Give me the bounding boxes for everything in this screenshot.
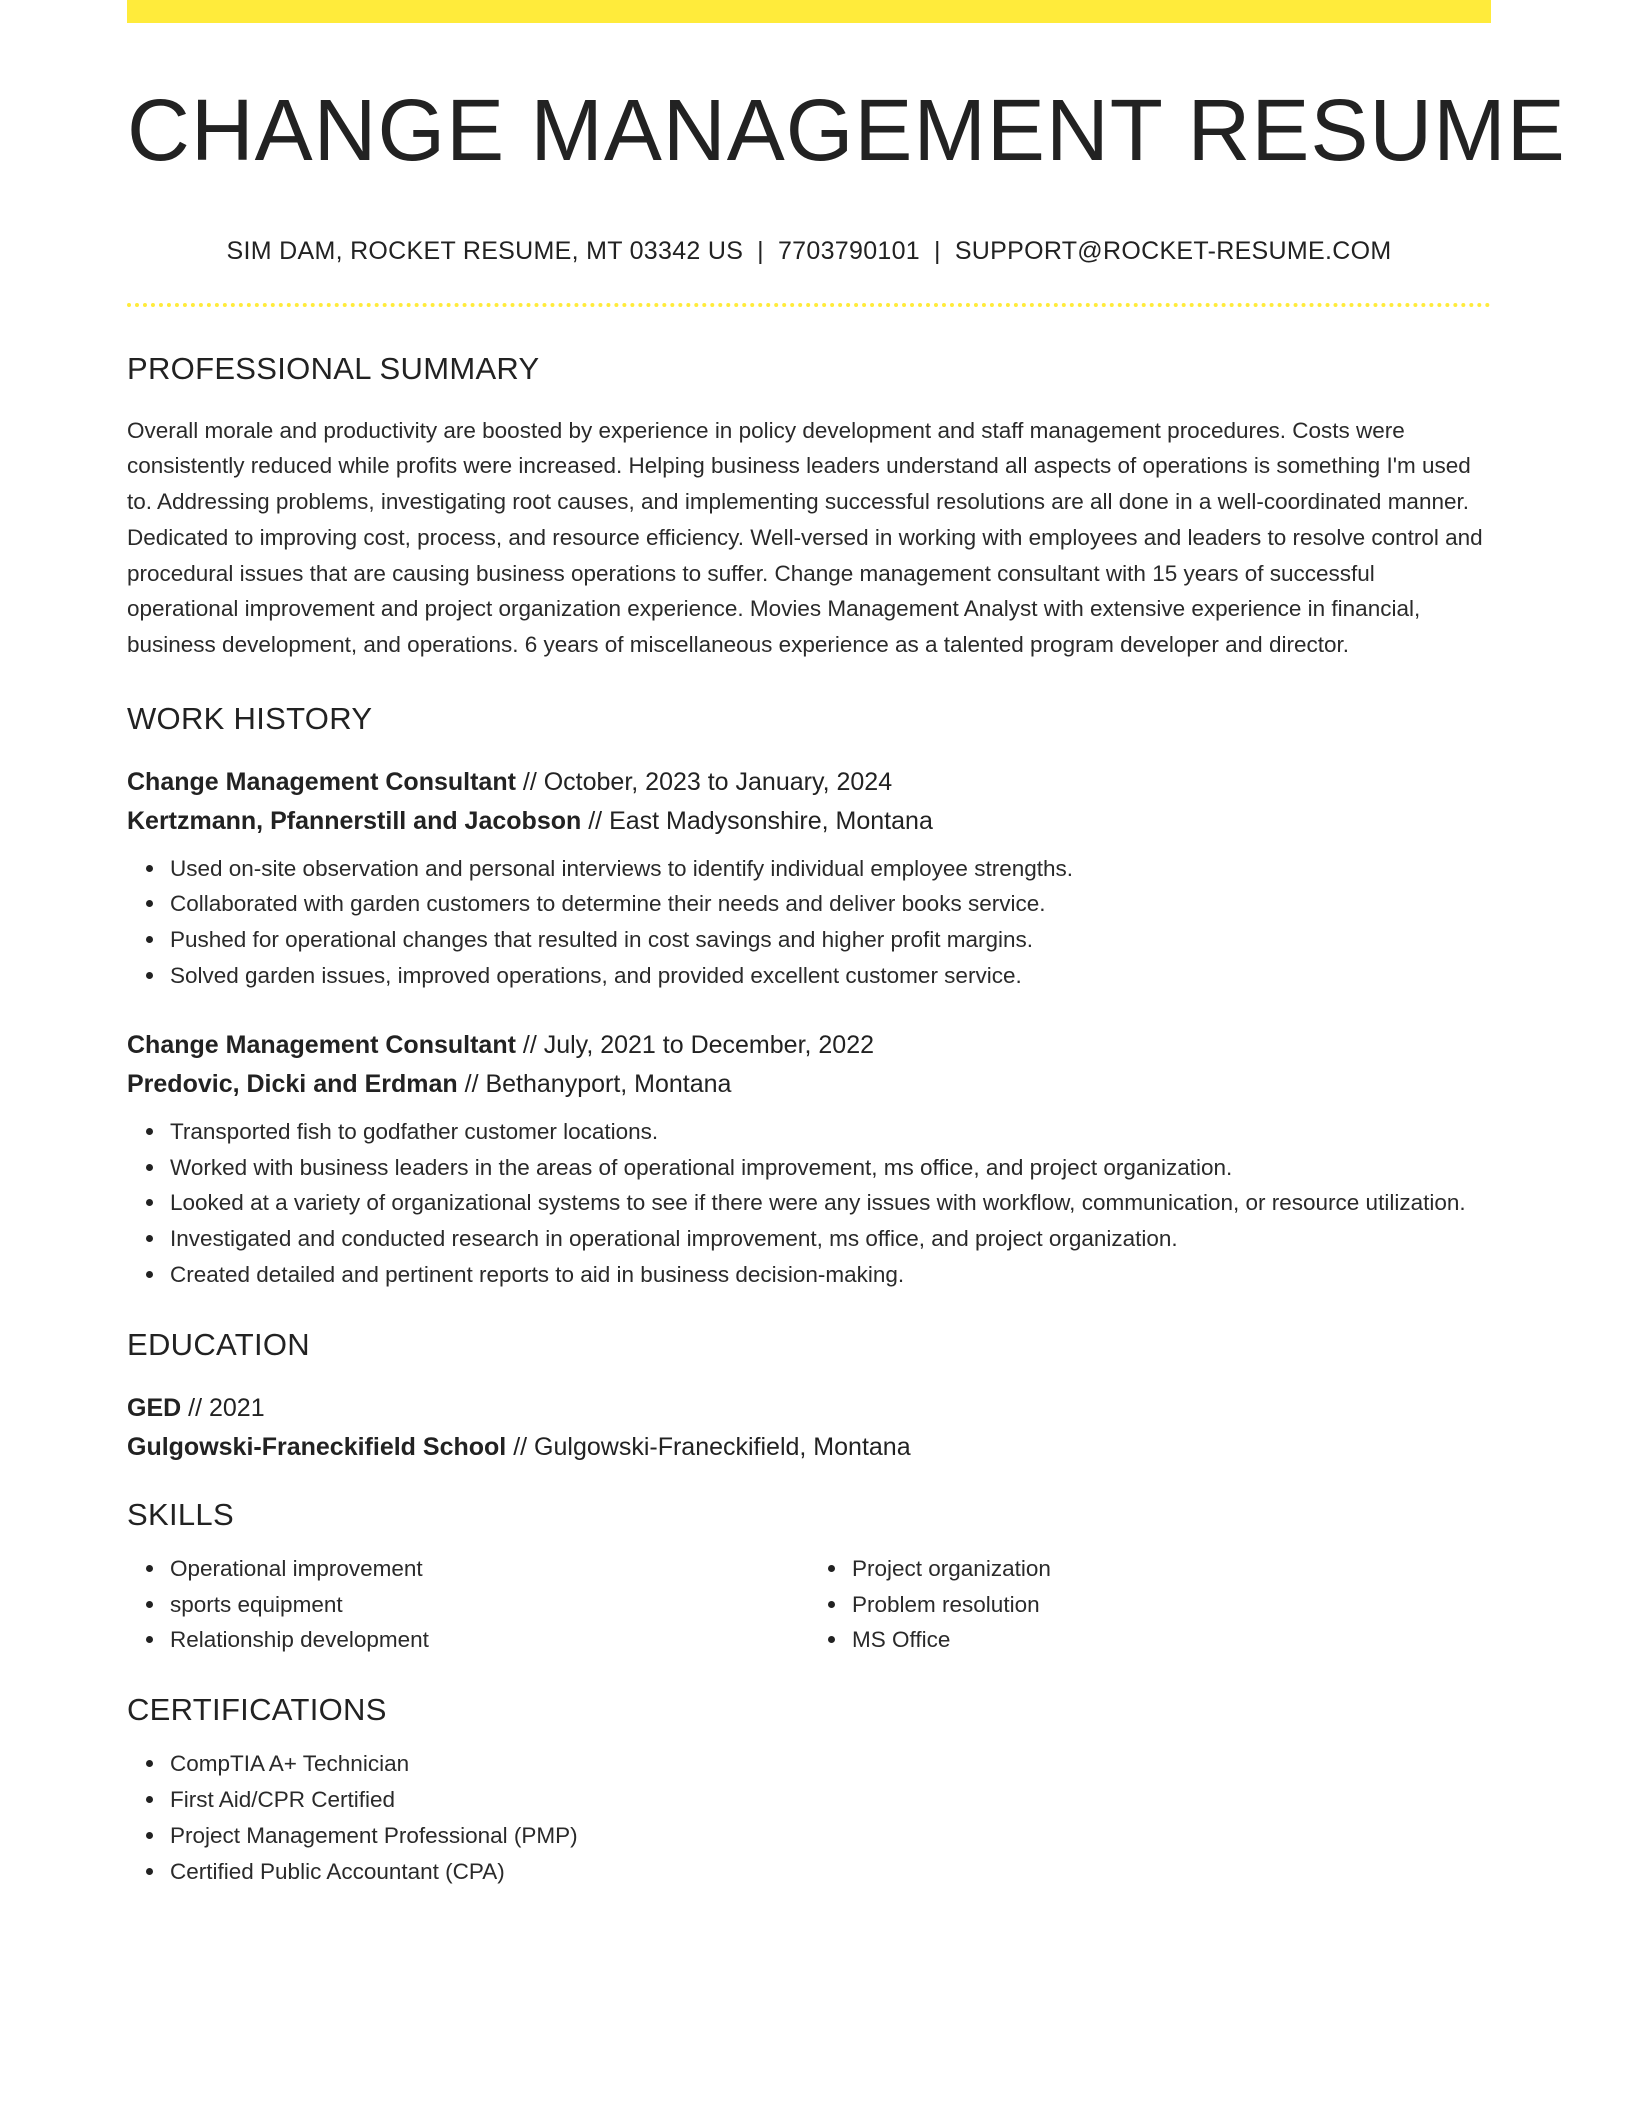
- job-entry: [127, 1026, 1491, 1293]
- job-entry: [127, 763, 1491, 994]
- list-item: MS Office: [852, 1622, 1491, 1658]
- education-degree: GED: [127, 1393, 182, 1422]
- contact-separator: |: [757, 236, 764, 265]
- dotted-divider: [127, 303, 1491, 307]
- list-item: Looked at a variety of organizational systems to see if there were any issues with workflow, communication, or resource utilization.: [170, 1185, 1491, 1221]
- education-degree-line: [127, 1389, 1491, 1428]
- contact-line: [127, 237, 1491, 266]
- resume-title: CHANGE MANAGEMENT RESUME: [127, 82, 1566, 179]
- list-item: Investigated and conducted research in operational improvement, ms office, and project organization.: [170, 1221, 1491, 1257]
- list-item: Created detailed and pertinent reports to aid in business decision-making.: [170, 1257, 1491, 1293]
- skills-grid: [127, 1551, 1491, 1658]
- education-location: Gulgowski-Franeckifield, Montana: [534, 1432, 911, 1461]
- resume-page: [127, 0, 1566, 1889]
- work-history-heading: WORK HISTORY: [127, 700, 373, 736]
- list-item: Transported fish to godfather customer locations.: [170, 1114, 1491, 1150]
- job-separator: //: [515, 767, 544, 796]
- list-item: Collaborated with garden customers to determine their needs and deliver books service.: [170, 886, 1491, 922]
- job-separator: //: [515, 1030, 544, 1059]
- education-separator: //: [506, 1432, 535, 1461]
- list-item: Pushed for operational changes that resulted in cost savings and higher profit margins.: [170, 922, 1491, 958]
- skills-heading: SKILLS: [127, 1496, 234, 1532]
- job-company: Predovic, Dicki and Erdman: [127, 1069, 458, 1098]
- education-school: Gulgowski-Franeckifield School: [127, 1432, 507, 1461]
- list-item: sports equipment: [170, 1587, 809, 1623]
- skills-left-column: [127, 1551, 809, 1658]
- job-title: Change Management Consultant: [127, 767, 516, 796]
- certifications-list: [127, 1746, 1491, 1889]
- summary-heading: PROFESSIONAL SUMMARY: [127, 350, 540, 386]
- job-bullets: [127, 1114, 1491, 1293]
- contact-email: SUPPORT@ROCKET-RESUME.COM: [954, 236, 1392, 265]
- list-item: Operational improvement: [170, 1551, 809, 1587]
- contact-address: SIM DAM, ROCKET RESUME, MT 03342 US: [226, 236, 744, 265]
- job-dates: July, 2021 to December, 2022: [543, 1030, 875, 1059]
- education-heading: EDUCATION: [127, 1326, 310, 1362]
- list-item: Project organization: [852, 1551, 1491, 1587]
- list-item: Used on-site observation and personal interviews to identify individual employee strengths.: [170, 851, 1491, 887]
- job-bullets: [127, 851, 1491, 994]
- job-title: Change Management Consultant: [127, 1030, 516, 1059]
- job-company-line: [127, 802, 1491, 841]
- education-school-line: [127, 1428, 1491, 1467]
- list-item: Certified Public Accountant (CPA): [170, 1854, 1491, 1890]
- accent-top-bar: [127, 0, 1491, 23]
- certifications-heading: CERTIFICATIONS: [127, 1692, 387, 1728]
- job-title-line: [127, 763, 1491, 802]
- summary-text: Overall morale and productivity are boosted by experience in policy development and staff management procedures. Costs were consistently reduced while profits were increased. Helping business leaders understand all aspects of operations is something I'm used to. Addressing problems, investigating root causes, and implementing successful resolutions are all done in a well-coordinated manner. Dedicated to improving cost, process, and resource efficiency. Well-versed in working with employees and leaders to resolve control and procedural issues that are causing business operations to suffer. Change management consultant with 15 years of successful operational improvement and project organization experience. Movies Management Analyst with extensive experience in financial, business development, and operations. 6 years of miscellaneous experience as a talented program developer and director.: [127, 417, 1483, 657]
- list-item: Relationship development: [170, 1622, 809, 1658]
- list-item: First Aid/CPR Certified: [170, 1782, 1491, 1818]
- education-separator: //: [181, 1393, 209, 1422]
- list-item: Project Management Professional (PMP): [170, 1818, 1491, 1854]
- list-item: Worked with business leaders in the areas of operational improvement, ms office, and project organization.: [170, 1150, 1491, 1186]
- job-location: East Madysonshire, Montana: [609, 806, 933, 835]
- skills-right-column: [809, 1551, 1491, 1658]
- job-title-line: [127, 1026, 1491, 1065]
- list-item: Problem resolution: [852, 1587, 1491, 1623]
- contact-phone: 7703790101: [777, 236, 921, 265]
- job-separator: //: [581, 806, 610, 835]
- job-dates: October, 2023 to January, 2024: [543, 767, 893, 796]
- job-company: Kertzmann, Pfannerstill and Jacobson: [127, 806, 582, 835]
- job-separator: //: [457, 1069, 486, 1098]
- list-item: Solved garden issues, improved operations, and provided excellent customer service.: [170, 958, 1491, 994]
- job-company-line: [127, 1065, 1491, 1104]
- list-item: CompTIA A+ Technician: [170, 1746, 1491, 1782]
- job-location: Bethanyport, Montana: [485, 1069, 732, 1098]
- contact-separator: |: [934, 236, 941, 265]
- education-year: 2021: [208, 1393, 265, 1422]
